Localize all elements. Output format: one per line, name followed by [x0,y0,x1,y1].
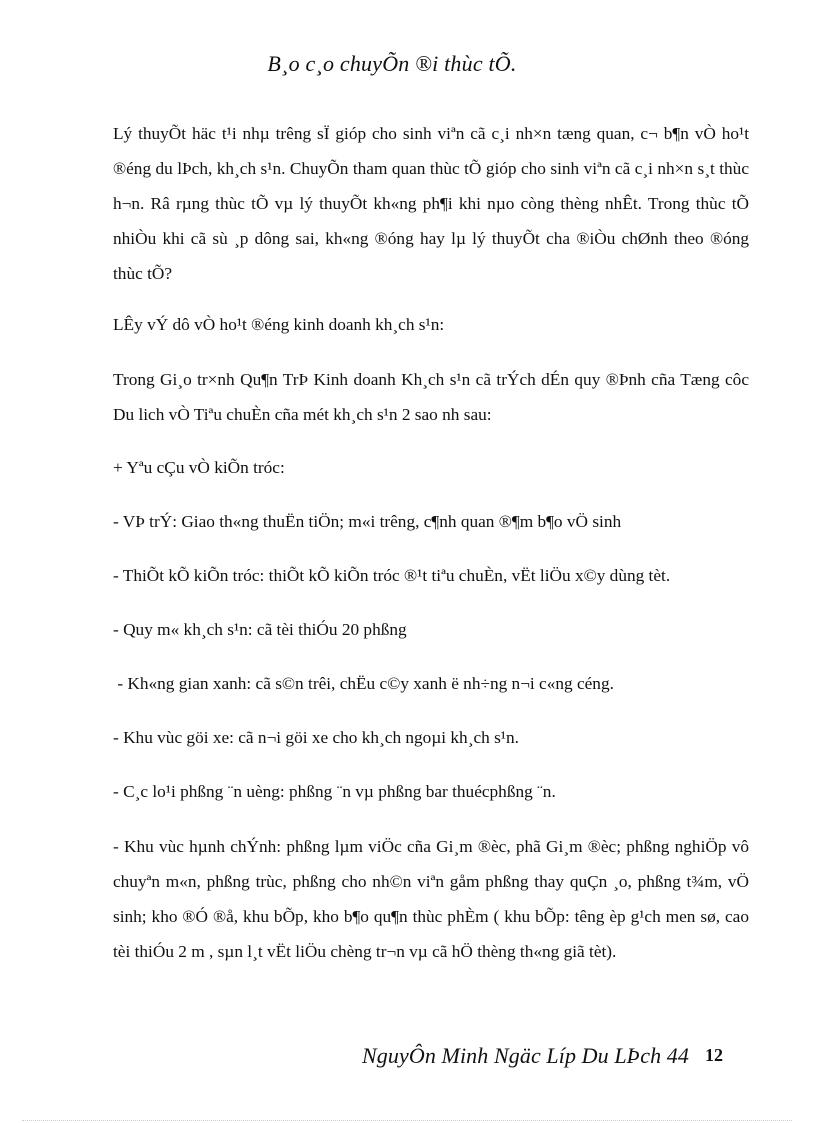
page-number: 12 [705,1045,723,1065]
list-item-location: - VÞ trÝ: Giao th«ng thuËn tiÖn; m«i trêng, c¶nh quan ®¶m b¶o vÖ sinh [113,512,622,531]
footer-author: NguyÔn Minh Ngäc Líp Du LÞch 44 [362,1043,689,1068]
requirements-heading: + Yªu cÇu vÒ kiÕn tróc: [113,458,285,477]
footer-divider [22,1120,792,1121]
list-item-dining: - C¸c lo¹i phßng ¨n uèng: phßng ¨n vµ phßng bar thuécphßng ¨n. [113,782,556,801]
list-item-parking: - Khu vùc göi xe: cã n¬i göi xe cho kh¸ch ngoµi kh¸ch s¹n. [113,728,519,747]
example-intro-paragraph: LÊy vÝ dô vÒ ho¹t ®éng kinh doanh kh¸ch s¹n: [113,315,445,334]
regulation-paragraph: Trong Gi¸o tr×nh Qu¶n TrÞ Kinh doanh Kh¸ch s¹n cã trÝch dÉn quy ®Þnh cña Tæng côc Du lich vÒ Tiªu chuÈn cña mét kh¸ch s¹n 2 sao nh sau: [113,370,749,424]
list-item-design: - ThiÕt kÕ kiÕn tróc: thiÕt kÕ kiÕn tróc ®¹t tiªu chuÈn, vËt liÖu x©y dùng tèt. [113,566,671,585]
list-item-green-space: - Kh«ng gian xanh: cã s©n trêi, chËu c©y xanh ë nh÷ng n¬i c«ng céng. [113,674,614,693]
intro-paragraph: Lý thuyÕt häc t¹i nhµ trêng sÏ gióp cho sinh viªn cã c¸i nh×n tæng quan, c¬ b¶n vÒ ho¹t ®éng du lÞch, kh¸ch s¹n. ChuyÕn tham quan thùc tÕ gióp cho sinh viªn cã c¸i nh×n s¸t thùc h¬n. Râ rµng thùc tÕ vµ lý thuyÕt kh«ng ph¶i khi nµo còng thèng nhÊt. Trong thùc tÕ nhiÒu khi cã sù ¸p dông sai, kh«ng ®óng hay lµ lý thuyÕt cha ®iÒu chØnh theo ®óng thùc tÕ? [113,124,749,283]
page-title: B¸o c¸o chuyÕn ®i thùc tÕ. [267,51,517,76]
list-item-scale: - Quy m« kh¸ch s¹n: cã tèi thiÓu 20 phßng [113,620,407,639]
list-item-admin-area: - Khu vùc hµnh chÝnh: phßng lµm viÖc cña Gi¸m ®èc, phã Gi¸m ®èc; phßng nghiÖp vô chuyªn m«n, phßng trùc, phßng cho nh©n viªn gåm phßng thay quÇn ¸o, phßng t¾m, vÖ sinh; kho ®Ó ®å, khu bÕp, kho b¶o qu¶n thùc phÈm ( khu bÕp: têng èp g¹ch men sø, cao tèi thiÓu 2 m , sµn l¸t vËt liÖu chèng tr¬n vµ cã hÖ thèng th«ng giã tèt). [113,837,749,961]
